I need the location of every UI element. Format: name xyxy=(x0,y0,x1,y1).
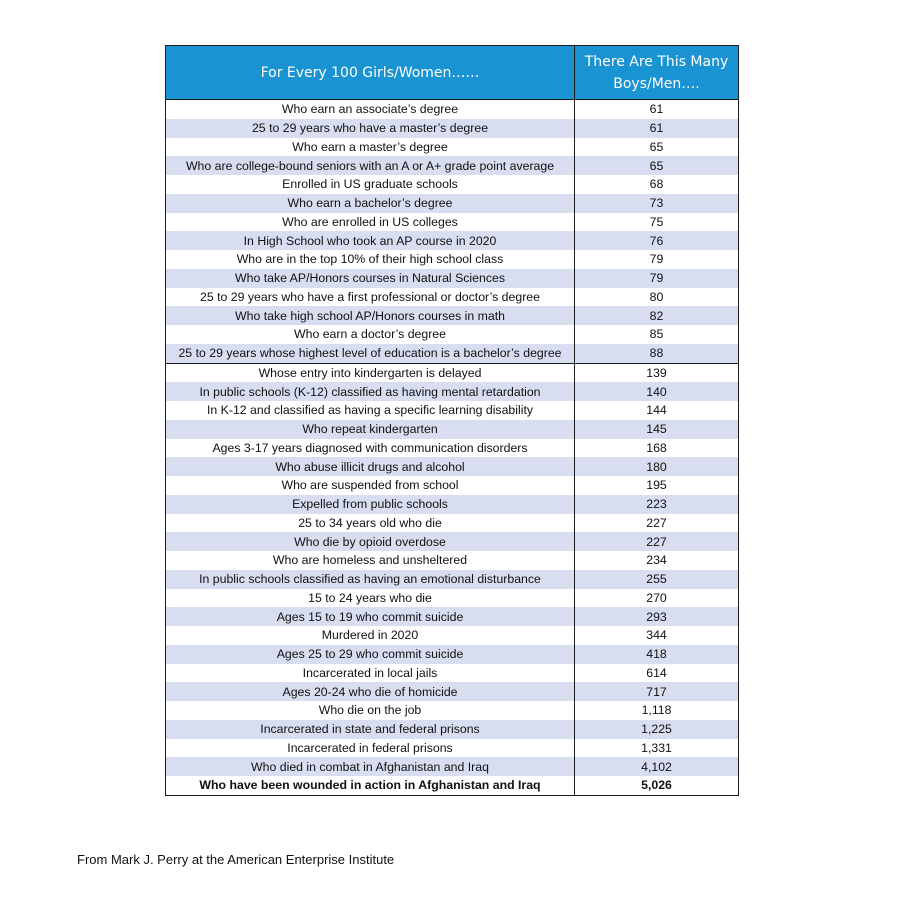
row-label: In High School who took an AP course in 2020 xyxy=(166,231,575,250)
table-row xyxy=(166,739,739,758)
row-label: Expelled from public schools xyxy=(166,495,575,514)
table-row xyxy=(166,607,739,626)
table-row xyxy=(166,250,739,269)
row-value: 139 xyxy=(575,363,739,382)
row-value: 79 xyxy=(575,269,739,288)
table-row xyxy=(166,589,739,608)
row-value: 61 xyxy=(575,100,739,119)
row-label: Ages 3-17 years diagnosed with communication disorders xyxy=(166,439,575,458)
row-label: Incarcerated in state and federal prisons xyxy=(166,720,575,739)
source-credit: From Mark J. Perry at the American Enterprise Institute xyxy=(77,852,395,867)
row-value: 614 xyxy=(575,664,739,683)
row-value: 255 xyxy=(575,570,739,589)
row-label: In K-12 and classified as having a specific learning disability xyxy=(166,401,575,420)
row-label: 25 to 34 years old who die xyxy=(166,514,575,533)
table-row xyxy=(166,626,739,645)
row-value: 234 xyxy=(575,551,739,570)
row-label: Who earn an associate’s degree xyxy=(166,100,575,119)
table-row xyxy=(166,194,739,213)
row-value: 85 xyxy=(575,325,739,344)
row-value: 293 xyxy=(575,607,739,626)
row-value: 80 xyxy=(575,288,739,307)
row-value: 65 xyxy=(575,156,739,175)
row-value: 418 xyxy=(575,645,739,664)
row-label: Ages 25 to 29 who commit suicide xyxy=(166,645,575,664)
row-label: Who earn a master’s degree xyxy=(166,138,575,157)
row-value: 140 xyxy=(575,382,739,401)
table-row xyxy=(166,476,739,495)
row-label: In public schools classified as having an emotional disturbance xyxy=(166,570,575,589)
row-value: 344 xyxy=(575,626,739,645)
row-value: 195 xyxy=(575,476,739,495)
table-row xyxy=(166,701,739,720)
row-value: 76 xyxy=(575,231,739,250)
table-row xyxy=(166,363,739,382)
table-row xyxy=(166,776,739,795)
table-row xyxy=(166,514,739,533)
row-label: 25 to 29 years who have a master’s degree xyxy=(166,119,575,138)
row-label: In public schools (K-12) classified as having mental retardation xyxy=(166,382,575,401)
row-label: Who take high school AP/Honors courses in math xyxy=(166,306,575,325)
table-row xyxy=(166,551,739,570)
row-value: 4,102 xyxy=(575,757,739,776)
table-row xyxy=(166,231,739,250)
table-row xyxy=(166,682,739,701)
row-label: Who are college-bound seniors with an A or A+ grade point average xyxy=(166,156,575,175)
table-row xyxy=(166,288,739,307)
row-value: 88 xyxy=(575,344,739,363)
row-value: 270 xyxy=(575,589,739,608)
table-row xyxy=(166,570,739,589)
row-label: Who die by opioid overdose xyxy=(166,532,575,551)
row-label: 25 to 29 years whose highest level of education is a bachelor’s degree xyxy=(166,344,575,363)
header-girls-women: For Every 100 Girls/Women…… xyxy=(166,46,575,100)
table-row xyxy=(166,401,739,420)
row-label: Who earn a doctor’s degree xyxy=(166,325,575,344)
table-row xyxy=(166,495,739,514)
row-label: 15 to 24 years who die xyxy=(166,589,575,608)
table-row xyxy=(166,213,739,232)
row-value: 717 xyxy=(575,682,739,701)
row-value: 1,331 xyxy=(575,739,739,758)
table-row xyxy=(166,664,739,683)
row-label: Who repeat kindergarten xyxy=(166,420,575,439)
row-label: Enrolled in US graduate schools xyxy=(166,175,575,194)
row-value: 82 xyxy=(575,306,739,325)
table-row xyxy=(166,119,739,138)
table-row xyxy=(166,720,739,739)
row-value: 145 xyxy=(575,420,739,439)
row-value: 227 xyxy=(575,514,739,533)
row-value: 5,026 xyxy=(575,776,739,795)
table-row xyxy=(166,439,739,458)
row-value: 180 xyxy=(575,457,739,476)
table-row xyxy=(166,532,739,551)
row-value: 79 xyxy=(575,250,739,269)
row-value: 61 xyxy=(575,119,739,138)
table-row xyxy=(166,100,739,119)
row-value: 75 xyxy=(575,213,739,232)
row-value: 68 xyxy=(575,175,739,194)
row-label: Who earn a bachelor’s degree xyxy=(166,194,575,213)
table-row xyxy=(166,306,739,325)
table-row xyxy=(166,382,739,401)
table-row xyxy=(166,269,739,288)
row-label: Ages 15 to 19 who commit suicide xyxy=(166,607,575,626)
row-label: Incarcerated in local jails xyxy=(166,664,575,683)
header-boys-men-text: There Are This Many Boys/Men…. xyxy=(584,53,729,92)
row-value: 223 xyxy=(575,495,739,514)
row-label: Incarcerated in federal prisons xyxy=(166,739,575,758)
row-label: 25 to 29 years who have a first professional or doctor’s degree xyxy=(166,288,575,307)
row-value: 1,118 xyxy=(575,701,739,720)
row-label: Who die on the job xyxy=(166,701,575,720)
row-label: Whose entry into kindergarten is delayed xyxy=(166,363,575,382)
row-label: Who are suspended from school xyxy=(166,476,575,495)
table-row xyxy=(166,138,739,157)
row-label: Ages 20-24 who die of homicide xyxy=(166,682,575,701)
table-row xyxy=(166,757,739,776)
row-label: Who are enrolled in US colleges xyxy=(166,213,575,232)
table-row xyxy=(166,325,739,344)
table-row xyxy=(166,420,739,439)
row-label: Who have been wounded in action in Afghanistan and Iraq xyxy=(166,776,575,795)
row-value: 227 xyxy=(575,532,739,551)
header-boys-men xyxy=(575,46,739,100)
row-value: 1,225 xyxy=(575,720,739,739)
row-label: Who take AP/Honors courses in Natural Sciences xyxy=(166,269,575,288)
row-label: Who abuse illicit drugs and alcohol xyxy=(166,457,575,476)
table-header-row xyxy=(166,46,739,100)
table-row xyxy=(166,156,739,175)
row-value: 65 xyxy=(575,138,739,157)
table-body xyxy=(166,100,739,796)
row-label: Who are in the top 10% of their high school class xyxy=(166,250,575,269)
row-label: Who died in combat in Afghanistan and Iraq xyxy=(166,757,575,776)
row-value: 73 xyxy=(575,194,739,213)
comparison-table xyxy=(165,45,739,796)
row-label: Who are homeless and unsheltered xyxy=(166,551,575,570)
table-row xyxy=(166,457,739,476)
row-value: 144 xyxy=(575,401,739,420)
data-table-container xyxy=(165,45,738,796)
table-row xyxy=(166,645,739,664)
table-row xyxy=(166,344,739,363)
table-row xyxy=(166,175,739,194)
row-value: 168 xyxy=(575,439,739,458)
row-label: Murdered in 2020 xyxy=(166,626,575,645)
